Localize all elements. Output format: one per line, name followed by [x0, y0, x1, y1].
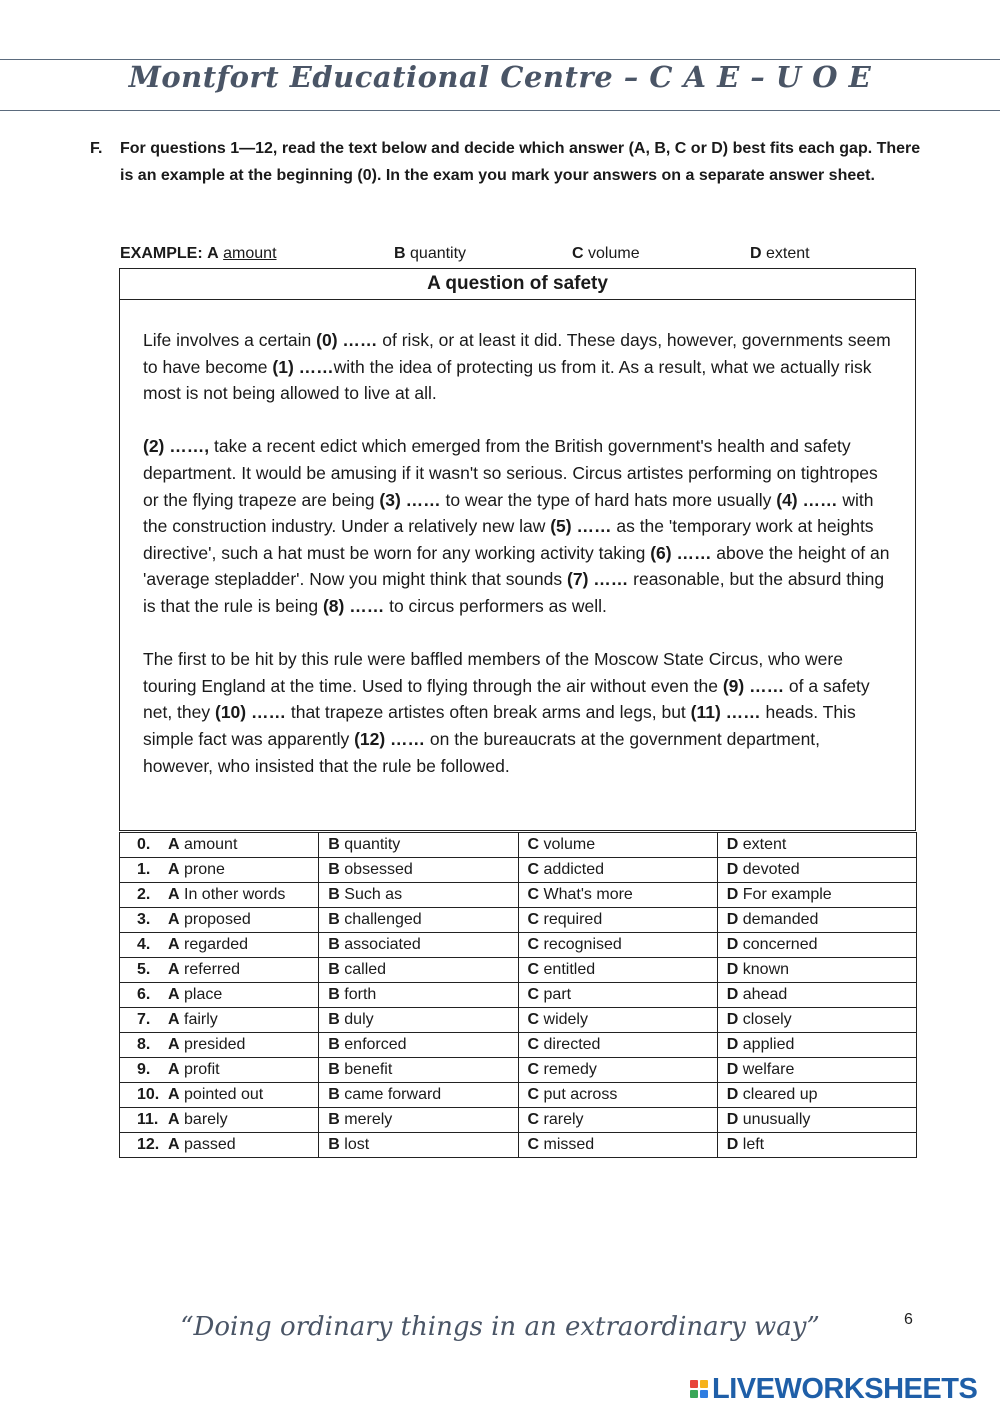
- option-letter: B: [328, 911, 340, 928]
- question-number: 1.: [137, 861, 151, 878]
- option-letter: A: [168, 1061, 180, 1078]
- options-row: [120, 858, 917, 883]
- option-d[interactable]: [717, 1133, 916, 1158]
- example-b-letter: B: [394, 245, 406, 262]
- option-d[interactable]: [717, 1008, 916, 1033]
- logo-square: [700, 1380, 708, 1388]
- option-letter: B: [328, 1011, 340, 1028]
- options-row: [120, 833, 917, 858]
- question-number: 3.: [137, 911, 151, 928]
- option-letter: D: [726, 1011, 739, 1028]
- liveworksheets-grid-icon: [690, 1380, 708, 1398]
- passage-text: reasonable, but the absurd thing is that the rule is being: [143, 569, 885, 616]
- gap-marker: (7) ……: [567, 569, 629, 590]
- option-a[interactable]: [120, 1008, 319, 1033]
- option-text: lost: [344, 1136, 370, 1153]
- example-d-letter: D: [750, 245, 762, 262]
- option-d[interactable]: [717, 1108, 916, 1133]
- option-text: widely: [543, 1011, 588, 1028]
- option-text: put across: [543, 1086, 618, 1103]
- passage-text: of risk, or at least it did. These days, however, governments seem to have become: [143, 330, 891, 377]
- option-c[interactable]: [518, 858, 717, 883]
- option-letter: D: [726, 1136, 739, 1153]
- option-letter: C: [527, 861, 540, 878]
- option-text: enforced: [344, 1036, 407, 1053]
- option-text: barely: [184, 1111, 228, 1128]
- option-b[interactable]: [319, 1033, 518, 1058]
- option-letter: C: [527, 936, 540, 953]
- option-c[interactable]: [518, 983, 717, 1008]
- liveworksheets-logo[interactable]: [690, 1372, 977, 1406]
- option-letter: D: [726, 1036, 739, 1053]
- gap-marker: (9) ……: [722, 675, 785, 696]
- option-a[interactable]: [120, 958, 319, 983]
- option-letter: A: [168, 986, 180, 1003]
- options-row: [120, 1033, 917, 1058]
- option-text: referred: [184, 961, 241, 978]
- option-text: came forward: [344, 1086, 442, 1103]
- option-text: pointed out: [184, 1086, 264, 1103]
- option-b[interactable]: [319, 933, 518, 958]
- option-text: place: [184, 986, 223, 1003]
- option-a[interactable]: [120, 833, 319, 858]
- option-a[interactable]: [120, 1133, 319, 1158]
- gap-marker: (6) ……: [650, 542, 712, 563]
- options-table: [119, 832, 917, 1158]
- option-letter: A: [168, 1011, 180, 1028]
- option-b[interactable]: [319, 1008, 518, 1033]
- option-text: amount: [184, 836, 238, 853]
- passage-box: [119, 268, 916, 831]
- option-letter: C: [527, 1111, 540, 1128]
- option-text: rarely: [543, 1111, 584, 1128]
- passage-text: to wear the type of hard hats more usually: [440, 489, 777, 510]
- example-d-text: extent: [766, 245, 810, 262]
- options-row: [120, 1133, 917, 1158]
- option-letter: A: [168, 886, 180, 903]
- option-a[interactable]: [120, 858, 319, 883]
- option-text: challenged: [344, 911, 422, 928]
- instructions-text: For questions 1—12, read the text below and decide which answer (A, B, C or D) best fits each gap. There is an example at the beginning (0). In the exam you mark your answers on a separate answer sheet.: [120, 140, 921, 184]
- gap-marker: (10) ……: [215, 702, 286, 723]
- option-letter: B: [328, 861, 340, 878]
- option-text: extent: [742, 836, 787, 853]
- option-letter: B: [328, 1061, 340, 1078]
- option-text: part: [543, 986, 572, 1003]
- option-text: closely: [742, 1011, 792, 1028]
- option-letter: D: [726, 986, 739, 1003]
- option-b[interactable]: [319, 1083, 518, 1108]
- options-row: [120, 933, 917, 958]
- instructions: [90, 135, 930, 189]
- option-text: unusually: [742, 1111, 811, 1128]
- option-b[interactable]: [319, 983, 518, 1008]
- passage-paragraph-3: [143, 646, 893, 779]
- option-text: passed: [184, 1136, 236, 1153]
- option-letter: C: [527, 836, 540, 853]
- option-text: devoted: [742, 861, 800, 878]
- option-text: called: [344, 961, 387, 978]
- options-row: [120, 983, 917, 1008]
- passage-text: heads. This simple fact was apparently: [143, 702, 856, 749]
- passage-text: take a recent edict which emerged from the British government's health and safety department. It would be amusing if it wasn't so serious. Circus artistes performing on tightropes or the flying trapeze are being: [143, 436, 878, 510]
- option-c[interactable]: [518, 1058, 717, 1083]
- example-a-letter: A: [207, 245, 219, 262]
- option-b[interactable]: [319, 883, 518, 908]
- options-row: [120, 1008, 917, 1033]
- passage-paragraph-1: [143, 327, 893, 407]
- option-b[interactable]: [319, 858, 518, 883]
- option-letter: C: [527, 886, 540, 903]
- passage-body: [120, 300, 915, 779]
- option-letter: D: [726, 861, 739, 878]
- passage-text: of a safety net, they: [143, 675, 870, 723]
- question-number: 0.: [137, 836, 151, 853]
- option-letter: B: [328, 1036, 340, 1053]
- option-text: presided: [184, 1036, 246, 1053]
- passage-paragraph-2: [143, 433, 893, 619]
- option-text: In other words: [184, 886, 286, 903]
- example-b-text: quantity: [410, 245, 467, 262]
- option-c[interactable]: [518, 908, 717, 933]
- option-c[interactable]: [518, 1083, 717, 1108]
- question-number: 2.: [137, 886, 151, 903]
- passage-text: The first to be hit by this rule were baffled members of the Moscow State Circus, who were touring England at the time. Used to flying through the air without even the: [143, 649, 843, 696]
- option-text: benefit: [344, 1061, 393, 1078]
- option-letter: D: [726, 936, 739, 953]
- gap-marker: (8) ……: [322, 595, 385, 616]
- option-a[interactable]: [120, 1083, 319, 1108]
- passage-title: A question of safety: [120, 269, 915, 300]
- option-a[interactable]: [120, 908, 319, 933]
- question-number: 12.: [137, 1136, 160, 1153]
- option-letter: A: [168, 1036, 180, 1053]
- page-number: 6: [904, 1311, 913, 1328]
- gap-marker: (1) ……: [272, 356, 334, 377]
- passage-text: Life involves a certain: [143, 330, 317, 350]
- option-a[interactable]: [120, 883, 319, 908]
- option-text: concerned: [742, 936, 818, 953]
- question-number: 5.: [137, 961, 151, 978]
- question-number: 10.: [137, 1086, 160, 1103]
- option-letter: C: [527, 986, 540, 1003]
- option-letter: A: [168, 961, 180, 978]
- option-letter: B: [328, 986, 340, 1003]
- option-text: demanded: [742, 911, 819, 928]
- options-row: [120, 908, 917, 933]
- question-number: 11.: [137, 1111, 159, 1128]
- header-title: Montfort Educational Centre – C A E – U O E: [128, 60, 872, 94]
- passage-text: that trapeze artistes often break arms and legs, but: [285, 702, 691, 723]
- option-text: profit: [184, 1061, 220, 1078]
- question-number: 6.: [137, 986, 151, 1003]
- passage-text: with the construction industry. Under a relatively new law: [143, 489, 874, 537]
- gap-marker: (12) ……: [354, 728, 426, 749]
- option-letter: C: [527, 911, 540, 928]
- option-letter: D: [726, 911, 739, 928]
- option-c[interactable]: [518, 958, 717, 983]
- passage-text: on the bureaucrats at the government department, however, who insisted that the rule be followed.: [143, 728, 821, 776]
- option-text: welfare: [742, 1061, 795, 1078]
- option-letter: A: [168, 1111, 180, 1128]
- option-text: remedy: [543, 1061, 597, 1078]
- option-text: forth: [344, 986, 377, 1003]
- example-c-letter: C: [572, 245, 584, 262]
- option-letter: D: [726, 961, 739, 978]
- option-text: directed: [543, 1036, 601, 1053]
- passage-text: above the height of an 'average stepladder'. Now you might think that sounds: [143, 542, 890, 590]
- option-c[interactable]: [518, 933, 717, 958]
- option-a[interactable]: [120, 983, 319, 1008]
- passage-text: with the idea of protecting us from it. As a result, what we actually risk most is not being allowed to live at all.: [143, 356, 872, 404]
- options-row: [120, 958, 917, 983]
- option-b[interactable]: [319, 908, 518, 933]
- option-letter: C: [527, 1036, 540, 1053]
- option-a[interactable]: [120, 933, 319, 958]
- option-c[interactable]: [518, 833, 717, 858]
- option-text: merely: [344, 1111, 393, 1128]
- section-letter: F.: [90, 140, 103, 157]
- option-letter: B: [328, 1136, 340, 1153]
- liveworksheets-logo-text: LIVEWORKSHEETS: [712, 1372, 978, 1405]
- option-text: addicted: [543, 861, 605, 878]
- option-text: recognised: [543, 936, 622, 953]
- example-line: [120, 243, 920, 265]
- option-c[interactable]: [518, 1033, 717, 1058]
- option-letter: B: [328, 836, 340, 853]
- option-text: cleared up: [742, 1086, 818, 1103]
- passage-text: as the 'temporary work at heights directive', such a hat must be worn for any working activity taking: [143, 516, 874, 563]
- logo-square: [690, 1380, 698, 1388]
- option-text: required: [543, 911, 603, 928]
- option-text: known: [742, 961, 790, 978]
- options-row: [120, 1083, 917, 1108]
- option-text: regarded: [184, 936, 249, 953]
- option-b[interactable]: [319, 1108, 518, 1133]
- option-text: applied: [742, 1036, 795, 1053]
- option-text: What's more: [543, 886, 633, 903]
- option-text: volume: [543, 836, 596, 853]
- logo-square: [700, 1390, 708, 1398]
- option-a[interactable]: [120, 1108, 319, 1133]
- option-d[interactable]: [717, 1033, 916, 1058]
- example-c-text: volume: [588, 245, 640, 262]
- example-a-text: amount: [223, 245, 277, 262]
- option-letter: B: [328, 886, 340, 903]
- option-text: ahead: [742, 986, 788, 1003]
- option-d[interactable]: [717, 833, 916, 858]
- option-text: obsessed: [344, 861, 413, 878]
- gap-marker: (5) ……: [550, 516, 612, 537]
- option-letter: D: [726, 886, 739, 903]
- option-text: quantity: [344, 836, 401, 853]
- option-b[interactable]: [319, 958, 518, 983]
- option-text: For example: [742, 886, 832, 903]
- option-d[interactable]: [717, 983, 916, 1008]
- option-d[interactable]: [717, 933, 916, 958]
- gap-marker: (11) ……: [690, 702, 761, 723]
- option-letter: C: [527, 961, 540, 978]
- example-label: EXAMPLE:: [120, 245, 203, 262]
- question-number: 9.: [137, 1061, 151, 1078]
- gap-marker: (0) ……: [316, 330, 378, 350]
- option-letter: A: [168, 861, 180, 878]
- option-letter: B: [328, 1111, 340, 1128]
- option-text: left: [742, 1136, 765, 1153]
- options-row: [120, 883, 917, 908]
- passage-text: to circus performers as well.: [384, 595, 607, 616]
- option-d[interactable]: [717, 858, 916, 883]
- question-number: 7.: [137, 1011, 151, 1028]
- option-letter: C: [527, 1061, 540, 1078]
- option-d[interactable]: [717, 908, 916, 933]
- option-letter: C: [527, 1136, 540, 1153]
- option-letter: B: [328, 1086, 340, 1103]
- gap-marker: (4) ……: [776, 489, 838, 510]
- option-d[interactable]: [717, 1058, 916, 1083]
- option-text: missed: [543, 1136, 595, 1153]
- footer-quote: “Doing ordinary things in an extraordinary way”: [180, 1312, 820, 1342]
- option-a[interactable]: [120, 1058, 319, 1083]
- option-d[interactable]: [717, 1083, 916, 1108]
- question-number: 4.: [137, 936, 151, 953]
- option-d[interactable]: [717, 958, 916, 983]
- option-letter: B: [328, 961, 340, 978]
- option-letter: A: [168, 1086, 180, 1103]
- option-letter: D: [726, 1111, 739, 1128]
- option-text: fairly: [184, 1011, 218, 1028]
- option-c[interactable]: [518, 883, 717, 908]
- option-letter: C: [527, 1011, 540, 1028]
- option-b[interactable]: [319, 833, 518, 858]
- option-b[interactable]: [319, 1058, 518, 1083]
- option-letter: A: [168, 836, 180, 853]
- option-letter: A: [168, 1136, 180, 1153]
- option-letter: A: [168, 936, 180, 953]
- option-b[interactable]: [319, 1133, 518, 1158]
- option-text: prone: [184, 861, 225, 878]
- gap-marker: (2) ……,: [143, 436, 210, 457]
- options-row: [120, 1058, 917, 1083]
- option-text: proposed: [184, 911, 251, 928]
- option-text: duly: [344, 1011, 374, 1028]
- header-bottom-rule: [0, 110, 1000, 111]
- gap-marker: (3) ……: [379, 489, 441, 510]
- options-row: [120, 1108, 917, 1133]
- option-a[interactable]: [120, 1033, 319, 1058]
- option-letter: D: [726, 1086, 739, 1103]
- option-letter: A: [168, 911, 180, 928]
- option-d[interactable]: [717, 883, 916, 908]
- option-c[interactable]: [518, 1008, 717, 1033]
- option-letter: D: [726, 836, 739, 853]
- option-letter: C: [527, 1086, 540, 1103]
- option-text: entitled: [543, 961, 596, 978]
- option-letter: D: [726, 1061, 739, 1078]
- option-letter: B: [328, 936, 340, 953]
- option-c[interactable]: [518, 1133, 717, 1158]
- logo-square: [690, 1390, 698, 1398]
- option-c[interactable]: [518, 1108, 717, 1133]
- option-text: Such as: [344, 886, 403, 903]
- option-text: associated: [344, 936, 421, 953]
- question-number: 8.: [137, 1036, 151, 1053]
